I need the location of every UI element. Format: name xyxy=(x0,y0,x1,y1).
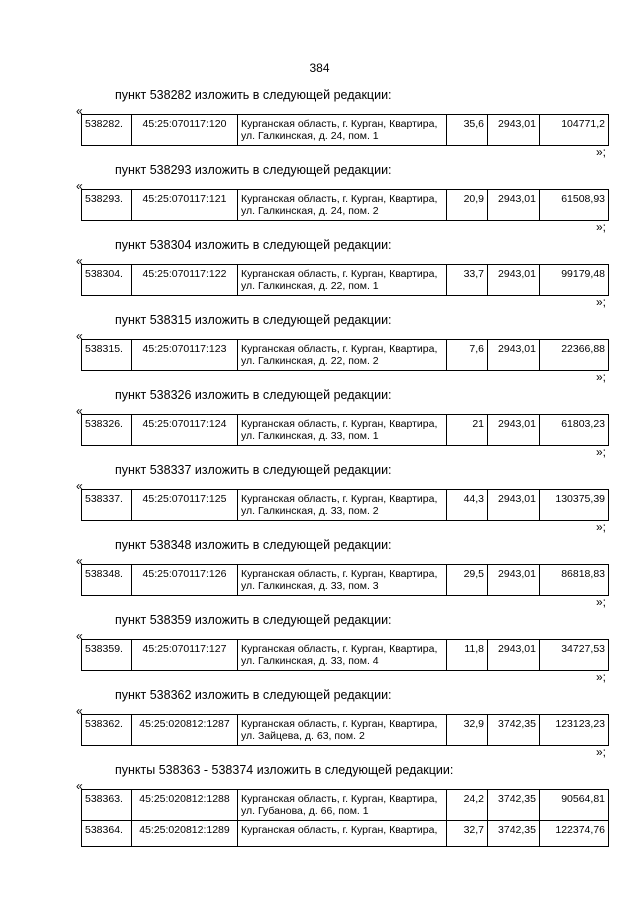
amendment-block xyxy=(0,88,639,163)
price-cell: 2943,01 xyxy=(488,490,540,521)
table-row xyxy=(82,190,609,221)
amendment-heading: пункт 538282 изложить в следующей редакции: xyxy=(115,88,392,102)
amendment-block xyxy=(0,238,639,313)
cadastral-number-cell: 45:25:070117:125 xyxy=(132,490,238,521)
amendment-table xyxy=(81,114,609,146)
address-cell: Курганская область, г. Курган, Квартира, xyxy=(238,821,447,847)
amendment-table xyxy=(81,339,609,371)
table-row xyxy=(82,490,609,521)
total-cell: 104771,2 xyxy=(540,115,609,146)
amendment-block xyxy=(0,313,639,388)
item-number-cell: 538282. xyxy=(82,115,132,146)
address-cell: Курганская область, г. Курган, Квартира, ул. Губанова, д. 66, пом. 1 xyxy=(238,790,447,821)
cadastral-number-cell: 45:25:070117:126 xyxy=(132,565,238,596)
total-cell: 86818,83 xyxy=(540,565,609,596)
amendment-block xyxy=(0,613,639,688)
address-cell: Курганская область, г. Курган, Квартира, ул. Галкинская, д. 33, пом. 2 xyxy=(238,490,447,521)
opening-quote: « xyxy=(76,779,83,793)
area-cell: 35,6 xyxy=(447,115,488,146)
total-cell: 34727,53 xyxy=(540,640,609,671)
opening-quote: « xyxy=(76,704,83,718)
cadastral-number-cell: 45:25:070117:123 xyxy=(132,340,238,371)
opening-quote: « xyxy=(76,479,83,493)
address-cell: Курганская область, г. Курган, Квартира, ул. Галкинская, д. 33, пом. 1 xyxy=(238,415,447,446)
cadastral-number-cell: 45:25:070117:124 xyxy=(132,415,238,446)
amendment-block xyxy=(0,538,639,613)
item-number-cell: 538348. xyxy=(82,565,132,596)
total-cell: 90564,81 xyxy=(540,790,609,821)
item-number-cell: 538293. xyxy=(82,190,132,221)
total-cell: 61508,93 xyxy=(540,190,609,221)
amendment-heading: пункт 538315 изложить в следующей редакции: xyxy=(115,313,392,327)
total-cell: 122374,76 xyxy=(540,821,609,847)
table-row xyxy=(82,115,609,146)
table-row xyxy=(82,790,609,821)
address-cell: Курганская область, г. Курган, Квартира, ул. Галкинская, д. 22, пом. 2 xyxy=(238,340,447,371)
closing-quote: »; xyxy=(596,445,607,459)
amendment-heading: пункт 538326 изложить в следующей редакции: xyxy=(115,388,392,402)
amendment-heading: пункт 538337 изложить в следующей редакции: xyxy=(115,463,392,477)
amendment-heading: пункт 538293 изложить в следующей редакции: xyxy=(115,163,392,177)
address-cell: Курганская область, г. Курган, Квартира, ул. Галкинская, д. 22, пом. 1 xyxy=(238,265,447,296)
amendment-heading: пункт 538304 изложить в следующей редакции: xyxy=(115,238,392,252)
amendment-table xyxy=(81,714,609,746)
cadastral-number-cell: 45:25:020812:1288 xyxy=(132,790,238,821)
closing-quote: »; xyxy=(596,220,607,234)
price-cell: 2943,01 xyxy=(488,190,540,221)
address-cell: Курганская область, г. Курган, Квартира, ул. Зайцева, д. 63, пом. 2 xyxy=(238,715,447,746)
amendment-block xyxy=(0,163,639,238)
area-cell: 21 xyxy=(447,415,488,446)
amendment-table xyxy=(81,414,609,446)
item-number-cell: 538364. xyxy=(82,821,132,847)
price-cell: 3742,35 xyxy=(488,715,540,746)
opening-quote: « xyxy=(76,254,83,268)
total-cell: 22366,88 xyxy=(540,340,609,371)
item-number-cell: 538315. xyxy=(82,340,132,371)
total-cell: 61803,23 xyxy=(540,415,609,446)
price-cell: 2943,01 xyxy=(488,340,540,371)
cadastral-number-cell: 45:25:070117:122 xyxy=(132,265,238,296)
area-cell: 20,9 xyxy=(447,190,488,221)
opening-quote: « xyxy=(76,104,83,118)
price-cell: 3742,35 xyxy=(488,790,540,821)
area-cell: 7,6 xyxy=(447,340,488,371)
amendment-heading: пункты 538363 - 538374 изложить в следующей редакции: xyxy=(115,763,454,777)
amendment-block xyxy=(0,388,639,463)
item-number-cell: 538326. xyxy=(82,415,132,446)
price-cell: 2943,01 xyxy=(488,415,540,446)
opening-quote: « xyxy=(76,629,83,643)
cadastral-number-cell: 45:25:070117:127 xyxy=(132,640,238,671)
amendment-heading: пункт 538348 изложить в следующей редакции: xyxy=(115,538,392,552)
area-cell: 32,7 xyxy=(447,821,488,847)
closing-quote: »; xyxy=(596,370,607,384)
table-row xyxy=(82,340,609,371)
table-row xyxy=(82,265,609,296)
table-row xyxy=(82,565,609,596)
closing-quote: »; xyxy=(596,145,607,159)
address-cell: Курганская область, г. Курган, Квартира, ул. Галкинская, д. 33, пом. 4 xyxy=(238,640,447,671)
area-cell: 11,8 xyxy=(447,640,488,671)
closing-quote: »; xyxy=(596,670,607,684)
price-cell: 2943,01 xyxy=(488,640,540,671)
address-cell: Курганская область, г. Курган, Квартира, ул. Галкинская, д. 24, пом. 1 xyxy=(238,115,447,146)
table-row xyxy=(82,821,609,847)
amendment-heading: пункт 538359 изложить в следующей редакции: xyxy=(115,613,392,627)
closing-quote: »; xyxy=(596,295,607,309)
price-cell: 2943,01 xyxy=(488,115,540,146)
closing-quote: »; xyxy=(596,745,607,759)
amendment-heading: пункт 538362 изложить в следующей редакции: xyxy=(115,688,392,702)
closing-quote: »; xyxy=(596,595,607,609)
price-cell: 2943,01 xyxy=(488,565,540,596)
cadastral-number-cell: 45:25:020812:1287 xyxy=(132,715,238,746)
item-number-cell: 538337. xyxy=(82,490,132,521)
amendment-table xyxy=(81,789,609,847)
cadastral-number-cell: 45:25:070117:121 xyxy=(132,190,238,221)
total-cell: 99179,48 xyxy=(540,265,609,296)
address-cell: Курганская область, г. Курган, Квартира, ул. Галкинская, д. 24, пом. 2 xyxy=(238,190,447,221)
table-row xyxy=(82,715,609,746)
opening-quote: « xyxy=(76,329,83,343)
price-cell: 2943,01 xyxy=(488,265,540,296)
page-number: 384 xyxy=(309,61,330,75)
amendment-block xyxy=(0,763,639,838)
item-number-cell: 538304. xyxy=(82,265,132,296)
area-cell: 44,3 xyxy=(447,490,488,521)
table-row xyxy=(82,640,609,671)
amendment-table xyxy=(81,489,609,521)
price-cell: 3742,35 xyxy=(488,821,540,847)
area-cell: 32,9 xyxy=(447,715,488,746)
amendment-table xyxy=(81,639,609,671)
amendment-table xyxy=(81,564,609,596)
opening-quote: « xyxy=(76,179,83,193)
amendment-table xyxy=(81,264,609,296)
cadastral-number-cell: 45:25:020812:1289 xyxy=(132,821,238,847)
amendment-table xyxy=(81,189,609,221)
area-cell: 33,7 xyxy=(447,265,488,296)
item-number-cell: 538363. xyxy=(82,790,132,821)
address-cell: Курганская область, г. Курган, Квартира, ул. Галкинская, д. 33, пом. 3 xyxy=(238,565,447,596)
area-cell: 29,5 xyxy=(447,565,488,596)
total-cell: 130375,39 xyxy=(540,490,609,521)
area-cell: 24,2 xyxy=(447,790,488,821)
opening-quote: « xyxy=(76,554,83,568)
opening-quote: « xyxy=(76,404,83,418)
table-row xyxy=(82,415,609,446)
item-number-cell: 538362. xyxy=(82,715,132,746)
item-number-cell: 538359. xyxy=(82,640,132,671)
closing-quote: »; xyxy=(596,520,607,534)
amendment-block xyxy=(0,688,639,763)
cadastral-number-cell: 45:25:070117:120 xyxy=(132,115,238,146)
total-cell: 123123,23 xyxy=(540,715,609,746)
amendment-block xyxy=(0,463,639,538)
